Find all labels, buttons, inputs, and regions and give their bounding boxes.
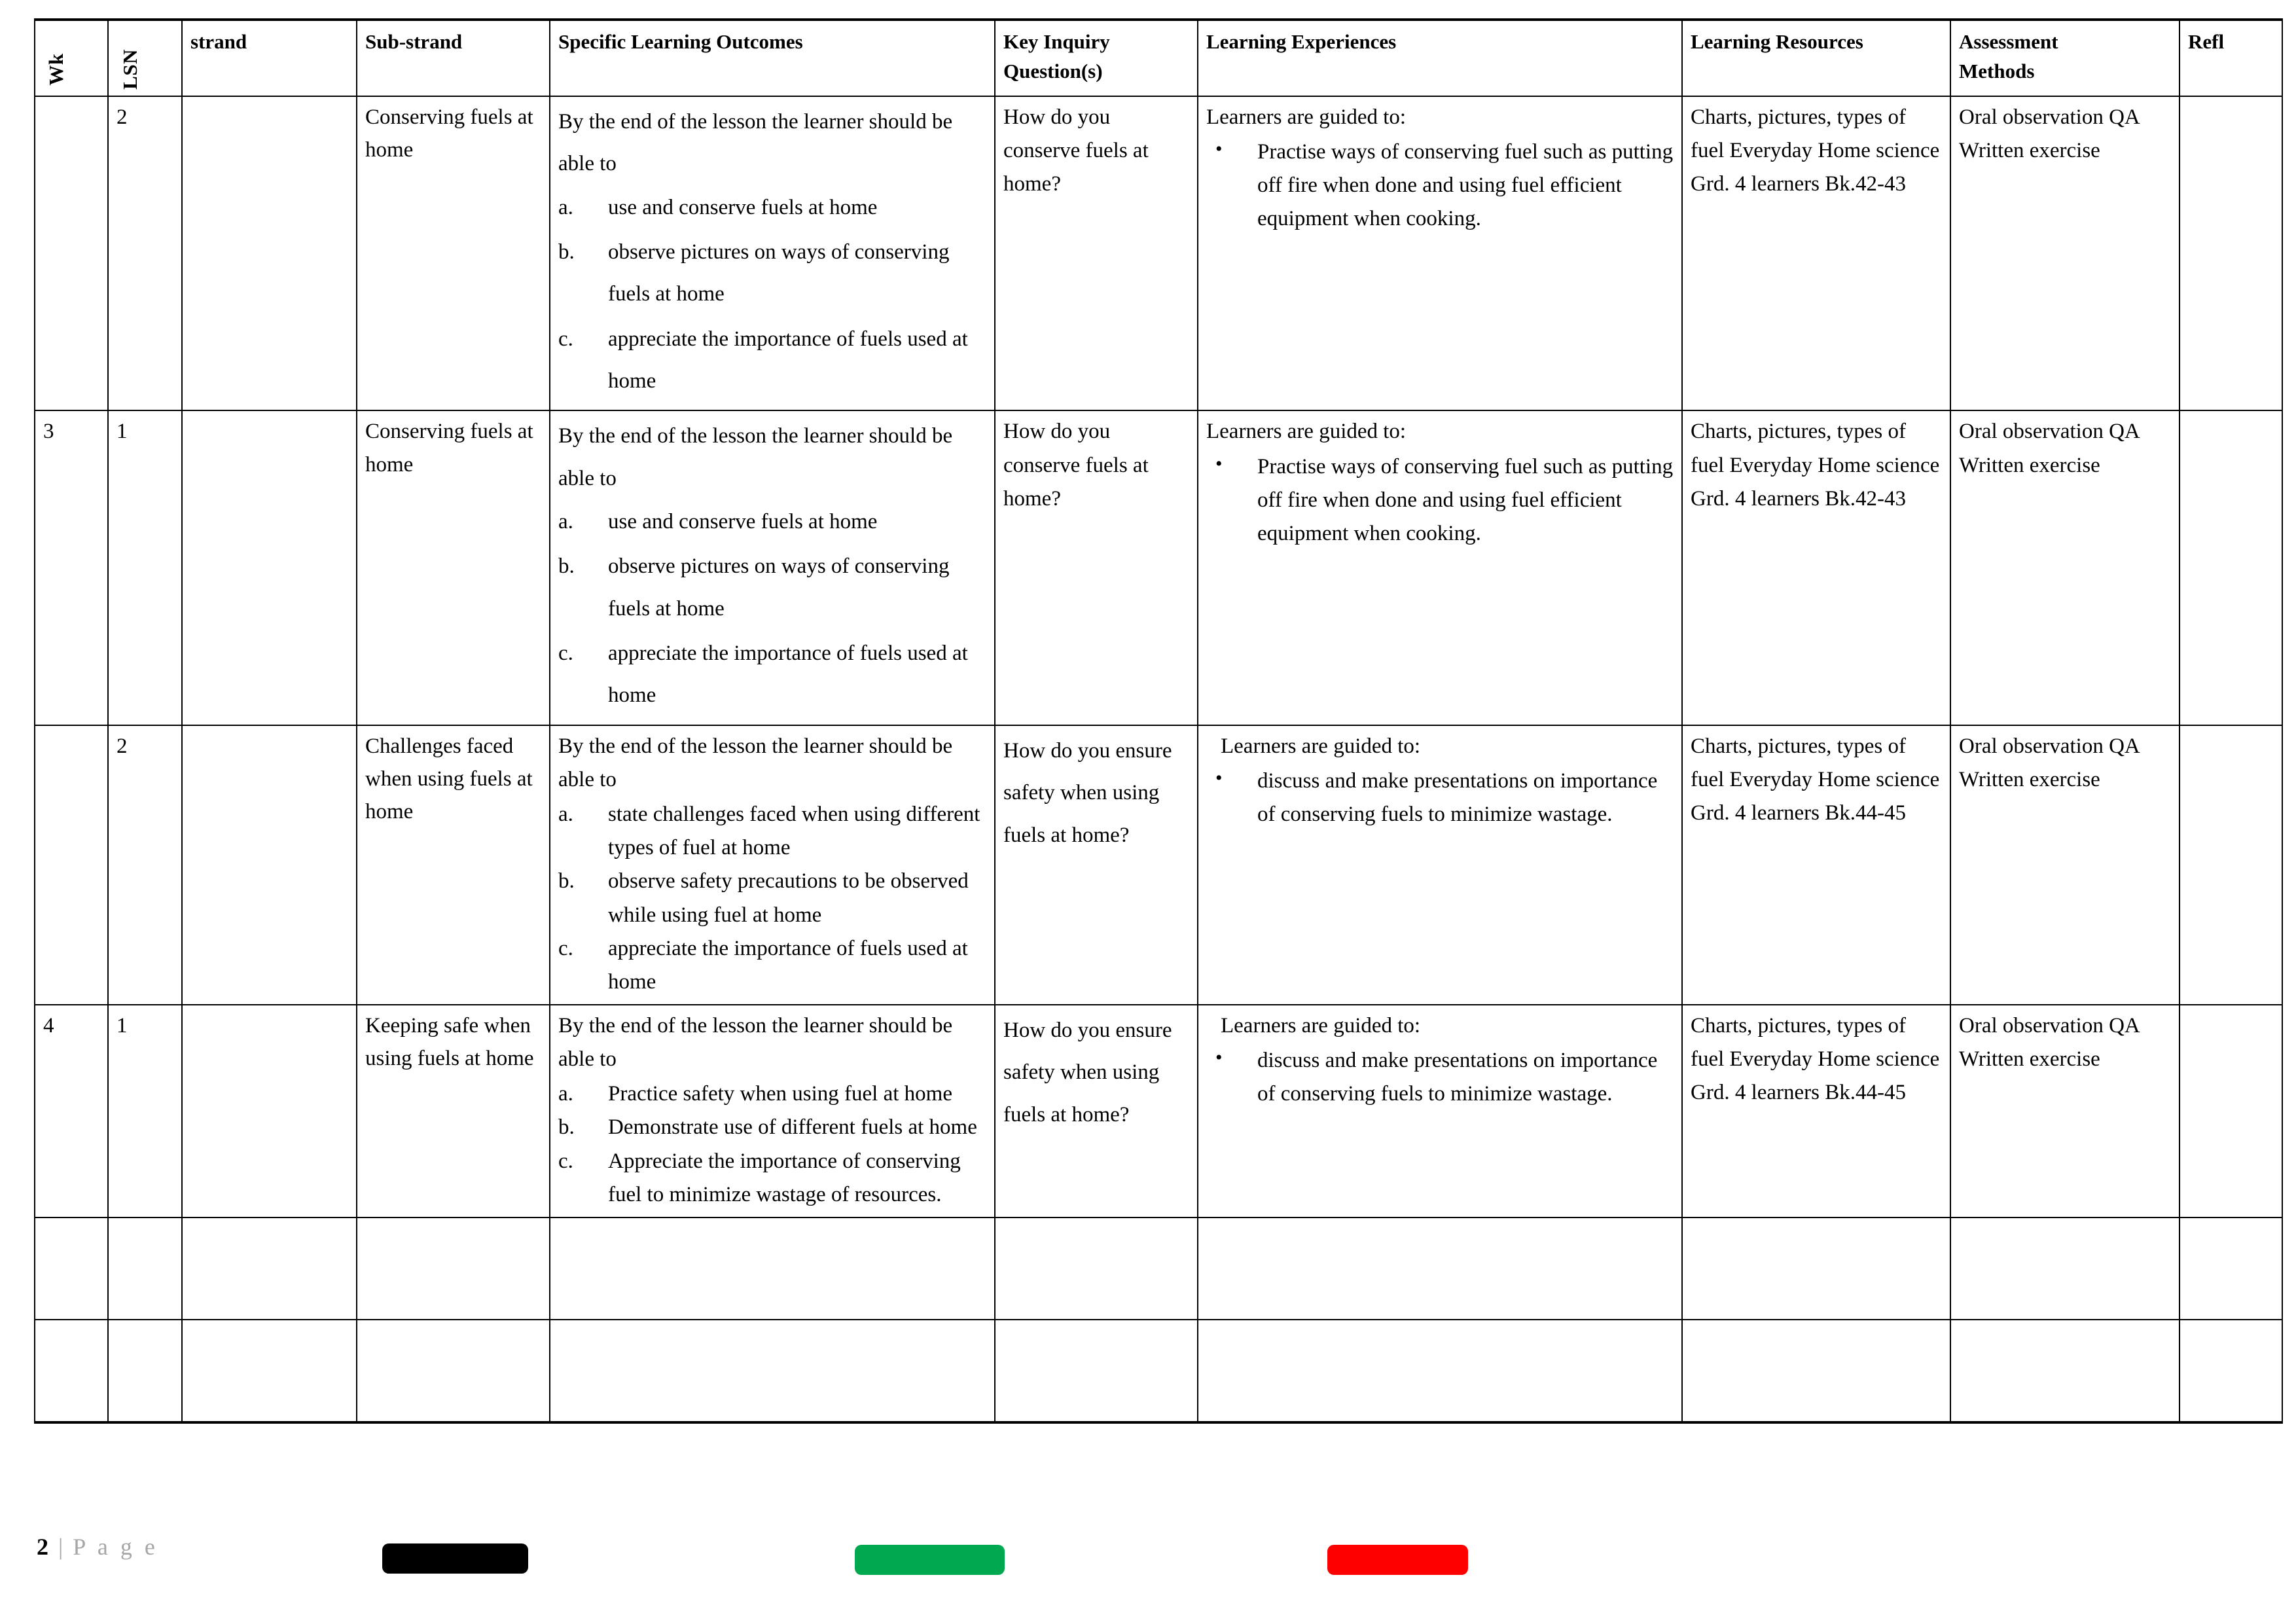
red-bar bbox=[1327, 1545, 1468, 1575]
cell-refl bbox=[2179, 1005, 2282, 1218]
cell-lsn bbox=[108, 1218, 182, 1320]
cell-learning-resources bbox=[1682, 96, 1950, 410]
column-header-wk-label: Wk bbox=[45, 53, 68, 86]
slo-item-text: observe safety precautions to be observed while using fuel at home bbox=[608, 869, 969, 927]
cell-strand bbox=[182, 96, 357, 410]
bullet-icon: • bbox=[1215, 767, 1223, 789]
learning-experiences-item-text: discuss and make presentations on importance of conserving fuels to minimize wastage. bbox=[1257, 768, 1658, 827]
slo-list-item bbox=[558, 501, 988, 543]
slo-list-item bbox=[558, 1077, 988, 1111]
learning-experiences-stem: Learners are guided to: bbox=[1206, 105, 1407, 129]
table-row bbox=[35, 1005, 2282, 1218]
slo-item-text: use and conserve fuels at home bbox=[608, 195, 878, 219]
slo-item-text: Practice safety when using fuel at home bbox=[608, 1082, 952, 1106]
slo-list-item bbox=[558, 632, 988, 717]
assessment-methods-text: Oral observation QA Written exercise bbox=[1959, 734, 2139, 791]
learning-experiences-stem: Learners are guided to: bbox=[1221, 734, 1421, 758]
column-header-lsn bbox=[108, 20, 182, 96]
cell-assessment-methods bbox=[1950, 410, 2179, 725]
column-header-lsn-label: LSN bbox=[118, 49, 141, 90]
slo-list bbox=[558, 187, 988, 403]
table-row bbox=[35, 96, 2282, 410]
key-inquiry-text: How do you ensure safety when using fuels at home? bbox=[1003, 1018, 1172, 1127]
cell-key-inquiry bbox=[995, 1005, 1198, 1218]
learning-resources-text: Charts, pictures, types of fuel Everyday Home science Grd. 4 learners Bk.42-43 bbox=[1691, 420, 1940, 511]
slo-item-marker: b. bbox=[558, 869, 575, 893]
table-row bbox=[35, 410, 2282, 725]
page-number-value: 2 bbox=[37, 1534, 48, 1560]
table-row bbox=[35, 1218, 2282, 1320]
learning-experiences-list-item bbox=[1206, 765, 1675, 831]
cell-specific-learning-outcomes bbox=[550, 96, 995, 410]
cell-wk: 4 bbox=[35, 1005, 108, 1218]
page-number bbox=[37, 1533, 158, 1561]
assessment-methods-text: Oral observation QA Written exercise bbox=[1959, 105, 2139, 163]
column-header-sub-strand: Sub-strand bbox=[357, 20, 550, 96]
learning-resources-text: Charts, pictures, types of fuel Everyday Home science Grd. 4 learners Bk.44-45 bbox=[1691, 734, 1940, 825]
slo-item-marker: a. bbox=[558, 803, 573, 827]
learning-experiences-item-text: Practise ways of conserving fuel such as putting off fire when done and using fuel efficient equipment when cooking. bbox=[1257, 454, 1674, 545]
slo-list-item bbox=[558, 187, 988, 228]
column-header-wk bbox=[35, 20, 108, 96]
cell-wk bbox=[35, 1320, 108, 1422]
cell-lsn bbox=[108, 1320, 182, 1422]
cell-strand bbox=[182, 1005, 357, 1218]
learning-experiences-item-text: Practise ways of conserving fuel such as putting off fire when done and using fuel efficient equipment when cooking. bbox=[1257, 140, 1674, 231]
slo-list-item bbox=[558, 318, 988, 403]
slo-list-item bbox=[558, 932, 988, 999]
cell-assessment-methods bbox=[1950, 96, 2179, 410]
cell-learning-experiences bbox=[1198, 1005, 1682, 1218]
slo-item-text: appreciate the importance of fuels used at home bbox=[608, 327, 968, 393]
green-bar bbox=[855, 1545, 1005, 1575]
page-number-separator: | bbox=[58, 1534, 63, 1560]
cell-refl bbox=[2179, 96, 2282, 410]
cell-specific-learning-outcomes bbox=[550, 725, 995, 1005]
cell-lsn: 1 bbox=[108, 410, 182, 725]
slo-item-text: state challenges faced when using different types of fuel at home bbox=[608, 803, 980, 860]
slo-list-item bbox=[558, 1111, 988, 1144]
cell-specific-learning-outcomes bbox=[550, 410, 995, 725]
slo-item-text: Demonstrate use of different fuels at home bbox=[608, 1115, 977, 1140]
slo-list-item bbox=[558, 865, 988, 931]
cell-refl bbox=[2179, 725, 2282, 1005]
learning-experiences-list-item bbox=[1206, 135, 1675, 236]
cell-key-inquiry bbox=[995, 410, 1198, 725]
slo-item-text: use and conserve fuels at home bbox=[608, 510, 878, 534]
assessment-methods-text: Oral observation QA Written exercise bbox=[1959, 1013, 2139, 1072]
slo-list bbox=[558, 798, 988, 999]
cell-lsn: 2 bbox=[108, 725, 182, 1005]
scheme-of-work-table bbox=[34, 18, 2283, 1424]
column-header-assessment-methods bbox=[1950, 20, 2179, 96]
black-bar bbox=[382, 1543, 528, 1574]
cell-learning-experiences bbox=[1198, 410, 1682, 725]
slo-item-text: appreciate the importance of fuels used at home bbox=[608, 936, 968, 994]
page-number-word: P a g e bbox=[73, 1534, 158, 1560]
learning-experiences-item-text: discuss and make presentations on importance of conserving fuels to minimize wastage. bbox=[1257, 1049, 1658, 1106]
table-row bbox=[35, 1320, 2282, 1422]
cell-wk bbox=[35, 725, 108, 1005]
cell-learning-experiences bbox=[1198, 1320, 1682, 1422]
bullet-icon: • bbox=[1215, 1047, 1223, 1069]
learning-experiences-list bbox=[1206, 135, 1675, 236]
slo-item-marker: a. bbox=[558, 510, 573, 534]
column-header-refl: Refl bbox=[2179, 20, 2282, 96]
cell-assessment-methods bbox=[1950, 725, 2179, 1005]
cell-wk bbox=[35, 1218, 108, 1320]
learning-experiences-list bbox=[1206, 1044, 1675, 1111]
column-header-key-inquiry-line2: Question(s) bbox=[1003, 59, 1103, 82]
slo-item-text: Appreciate the importance of conserving fuel to minimize wastage of resources. bbox=[608, 1149, 961, 1206]
slo-list-item bbox=[558, 231, 988, 316]
assessment-methods-text: Oral observation QA Written exercise bbox=[1959, 420, 2139, 477]
column-header-learning-resources: Learning Resources bbox=[1682, 20, 1950, 96]
slo-stem: By the end of the lesson the learner should be able to bbox=[558, 110, 953, 176]
slo-item-marker: c. bbox=[558, 936, 573, 960]
cell-key-inquiry bbox=[995, 1320, 1198, 1422]
table-row bbox=[35, 725, 2282, 1005]
column-header-specific-learning-outcomes: Specific Learning Outcomes bbox=[550, 20, 995, 96]
column-header-assessment-methods-line2: Methods bbox=[1959, 59, 2035, 82]
cell-strand bbox=[182, 725, 357, 1005]
cell-sub-strand: Conserving fuels at home bbox=[357, 96, 550, 410]
cell-strand bbox=[182, 1218, 357, 1320]
slo-list bbox=[558, 1077, 988, 1212]
slo-item-marker: b. bbox=[558, 554, 575, 579]
cell-strand bbox=[182, 410, 357, 725]
slo-item-marker: b. bbox=[558, 1115, 575, 1140]
learning-resources-text: Charts, pictures, types of fuel Everyday Home science Grd. 4 learners Bk.44-45 bbox=[1691, 1013, 1940, 1105]
cell-learning-resources bbox=[1682, 1218, 1950, 1320]
cell-sub-strand bbox=[357, 1218, 550, 1320]
cell-sub-strand: Challenges faced when using fuels at home bbox=[357, 725, 550, 1005]
cell-specific-learning-outcomes bbox=[550, 1005, 995, 1218]
cell-learning-resources bbox=[1682, 725, 1950, 1005]
cell-specific-learning-outcomes bbox=[550, 1218, 995, 1320]
key-inquiry-text: How do you conserve fuels at home? bbox=[1003, 420, 1149, 511]
cell-key-inquiry bbox=[995, 96, 1198, 410]
cell-learning-resources bbox=[1682, 1320, 1950, 1422]
column-header-strand: strand bbox=[182, 20, 357, 96]
cell-learning-experiences bbox=[1198, 725, 1682, 1005]
table-body bbox=[35, 96, 2282, 1422]
learning-experiences-stem: Learners are guided to: bbox=[1206, 420, 1407, 444]
column-header-assessment-methods-line1: Assessment bbox=[1959, 30, 2058, 53]
cell-assessment-methods bbox=[1950, 1005, 2179, 1218]
slo-item-marker: c. bbox=[558, 1149, 573, 1173]
cell-learning-experiences bbox=[1198, 1218, 1682, 1320]
learning-experiences-stem: Learners are guided to: bbox=[1221, 1013, 1421, 1038]
slo-item-marker: b. bbox=[558, 240, 575, 264]
slo-stem: By the end of the lesson the learner should be able to bbox=[558, 424, 953, 490]
learning-experiences-list bbox=[1206, 450, 1675, 550]
slo-item-marker: c. bbox=[558, 641, 573, 666]
cell-sub-strand: Keeping safe when using fuels at home bbox=[357, 1005, 550, 1218]
cell-refl bbox=[2179, 410, 2282, 725]
column-header-key-inquiry bbox=[995, 20, 1198, 96]
learning-experiences-list bbox=[1206, 765, 1675, 831]
cell-sub-strand: Conserving fuels at home bbox=[357, 410, 550, 725]
learning-experiences-list-item bbox=[1206, 450, 1675, 550]
slo-item-marker: a. bbox=[558, 195, 573, 219]
cell-learning-resources bbox=[1682, 1005, 1950, 1218]
table-header-row bbox=[35, 20, 2282, 96]
bullet-icon: • bbox=[1215, 138, 1223, 160]
slo-stem: By the end of the lesson the learner should be able to bbox=[558, 734, 953, 791]
slo-list-item bbox=[558, 545, 988, 630]
cell-learning-resources bbox=[1682, 410, 1950, 725]
cell-key-inquiry bbox=[995, 725, 1198, 1005]
key-inquiry-text: How do you conserve fuels at home? bbox=[1003, 105, 1149, 196]
slo-list-item bbox=[558, 1145, 988, 1212]
cell-sub-strand bbox=[357, 1320, 550, 1422]
slo-list bbox=[558, 501, 988, 717]
slo-item-text: observe pictures on ways of conserving fuels at home bbox=[608, 240, 950, 306]
cell-lsn: 2 bbox=[108, 96, 182, 410]
slo-item-marker: a. bbox=[558, 1082, 573, 1106]
slo-list-item bbox=[558, 798, 988, 865]
learning-resources-text: Charts, pictures, types of fuel Everyday Home science Grd. 4 learners Bk.42-43 bbox=[1691, 105, 1940, 196]
cell-refl bbox=[2179, 1320, 2282, 1422]
slo-item-text: observe pictures on ways of conserving fuels at home bbox=[608, 554, 950, 621]
slo-item-text: appreciate the importance of fuels used at home bbox=[608, 641, 968, 708]
column-header-key-inquiry-line1: Key Inquiry bbox=[1003, 30, 1110, 53]
bullet-icon: • bbox=[1215, 452, 1223, 475]
slo-item-marker: c. bbox=[558, 327, 573, 351]
cell-key-inquiry bbox=[995, 1218, 1198, 1320]
cell-wk bbox=[35, 96, 108, 410]
cell-strand bbox=[182, 1320, 357, 1422]
cell-specific-learning-outcomes bbox=[550, 1320, 995, 1422]
cell-assessment-methods bbox=[1950, 1320, 2179, 1422]
cell-wk: 3 bbox=[35, 410, 108, 725]
cell-lsn: 1 bbox=[108, 1005, 182, 1218]
learning-experiences-list-item bbox=[1206, 1044, 1675, 1111]
column-header-learning-experiences: Learning Experiences bbox=[1198, 20, 1682, 96]
slo-stem: By the end of the lesson the learner should be able to bbox=[558, 1013, 953, 1072]
key-inquiry-text: How do you ensure safety when using fuels at home? bbox=[1003, 738, 1172, 847]
cell-learning-experiences bbox=[1198, 96, 1682, 410]
page-footer bbox=[0, 1532, 2296, 1624]
cell-refl bbox=[2179, 1218, 2282, 1320]
cell-assessment-methods bbox=[1950, 1218, 2179, 1320]
